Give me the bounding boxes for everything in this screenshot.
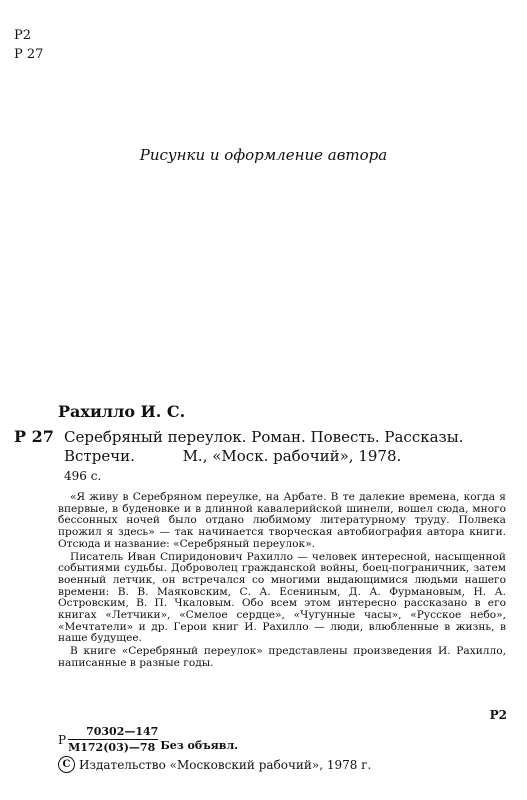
copyright-icon: C — [58, 756, 75, 773]
no-announcement-note: Без объявл. — [160, 739, 239, 752]
annotation-paragraph: «Я живу в Серебряном переулке, на Арбате. В те далекие времена, когда я впервые, в буденовке и в длинной кавалерийской шинели, вошел сюда, много бессонных ночей было отдано любимому литературному труду. Полвека прожил я здесь» — так начинается творческая автобиография автора книги. Отсюда и название: «Серебряный переулок». — [58, 491, 506, 550]
annotation-paragraph: Писатель Иван Спиридонович Рахилло — человек интересной, насыщенной событиями судьбы. Доброволец гражданской войны, боец-пограничник, затем военный летчик, он встречался со многими выдающимися людьми нашего времени: В. В. Маяковским, С. А. Есениным, Д. А. Фурмановым, Н. А. Островским, В. П. Чкаловым. Обо всем этом интересно рассказано в его книгах «Летчики», «Смелое сердце», «Чугунные часы», «Русское небо», «Мечтатели» и др. Герои книг И. Рахилло — люди, влюбленные в жизнь, в наше будущее. — [58, 550, 506, 645]
annotation — [58, 492, 506, 671]
annotation-paragraph: В книге «Серебряный переулок» представлены произведения И. Рахилло, написанные в разные годы. — [58, 645, 506, 669]
fraction-letter: Р — [58, 732, 67, 747]
book-title-line-1: Серебряный переулок. Роман. Повесть. Рассказы. — [64, 428, 464, 446]
index-code-top: Р2 — [14, 28, 32, 43]
illustration-credit: Рисунки и оформление автора — [139, 146, 388, 164]
publication-code — [58, 725, 238, 754]
copyright-text: Издательство «Московский рабочий», 1978 г. — [79, 757, 372, 772]
book-title-line-2: Встречи. М., «Моск. рабочий», 1978. — [64, 447, 402, 465]
page-count: 496 с. — [64, 469, 102, 483]
copyright-line — [58, 756, 371, 773]
fraction-denominator: М172(03)—78 — [68, 741, 156, 754]
fraction — [68, 725, 158, 754]
fraction-numerator: 70302—147 — [68, 725, 158, 740]
author-name: Рахилло И. С. — [58, 402, 186, 421]
catalog-code-top: Р 27 — [14, 47, 44, 62]
catalog-code: Р 27 — [14, 427, 54, 446]
index-code-bottom: Р2 — [489, 708, 507, 722]
